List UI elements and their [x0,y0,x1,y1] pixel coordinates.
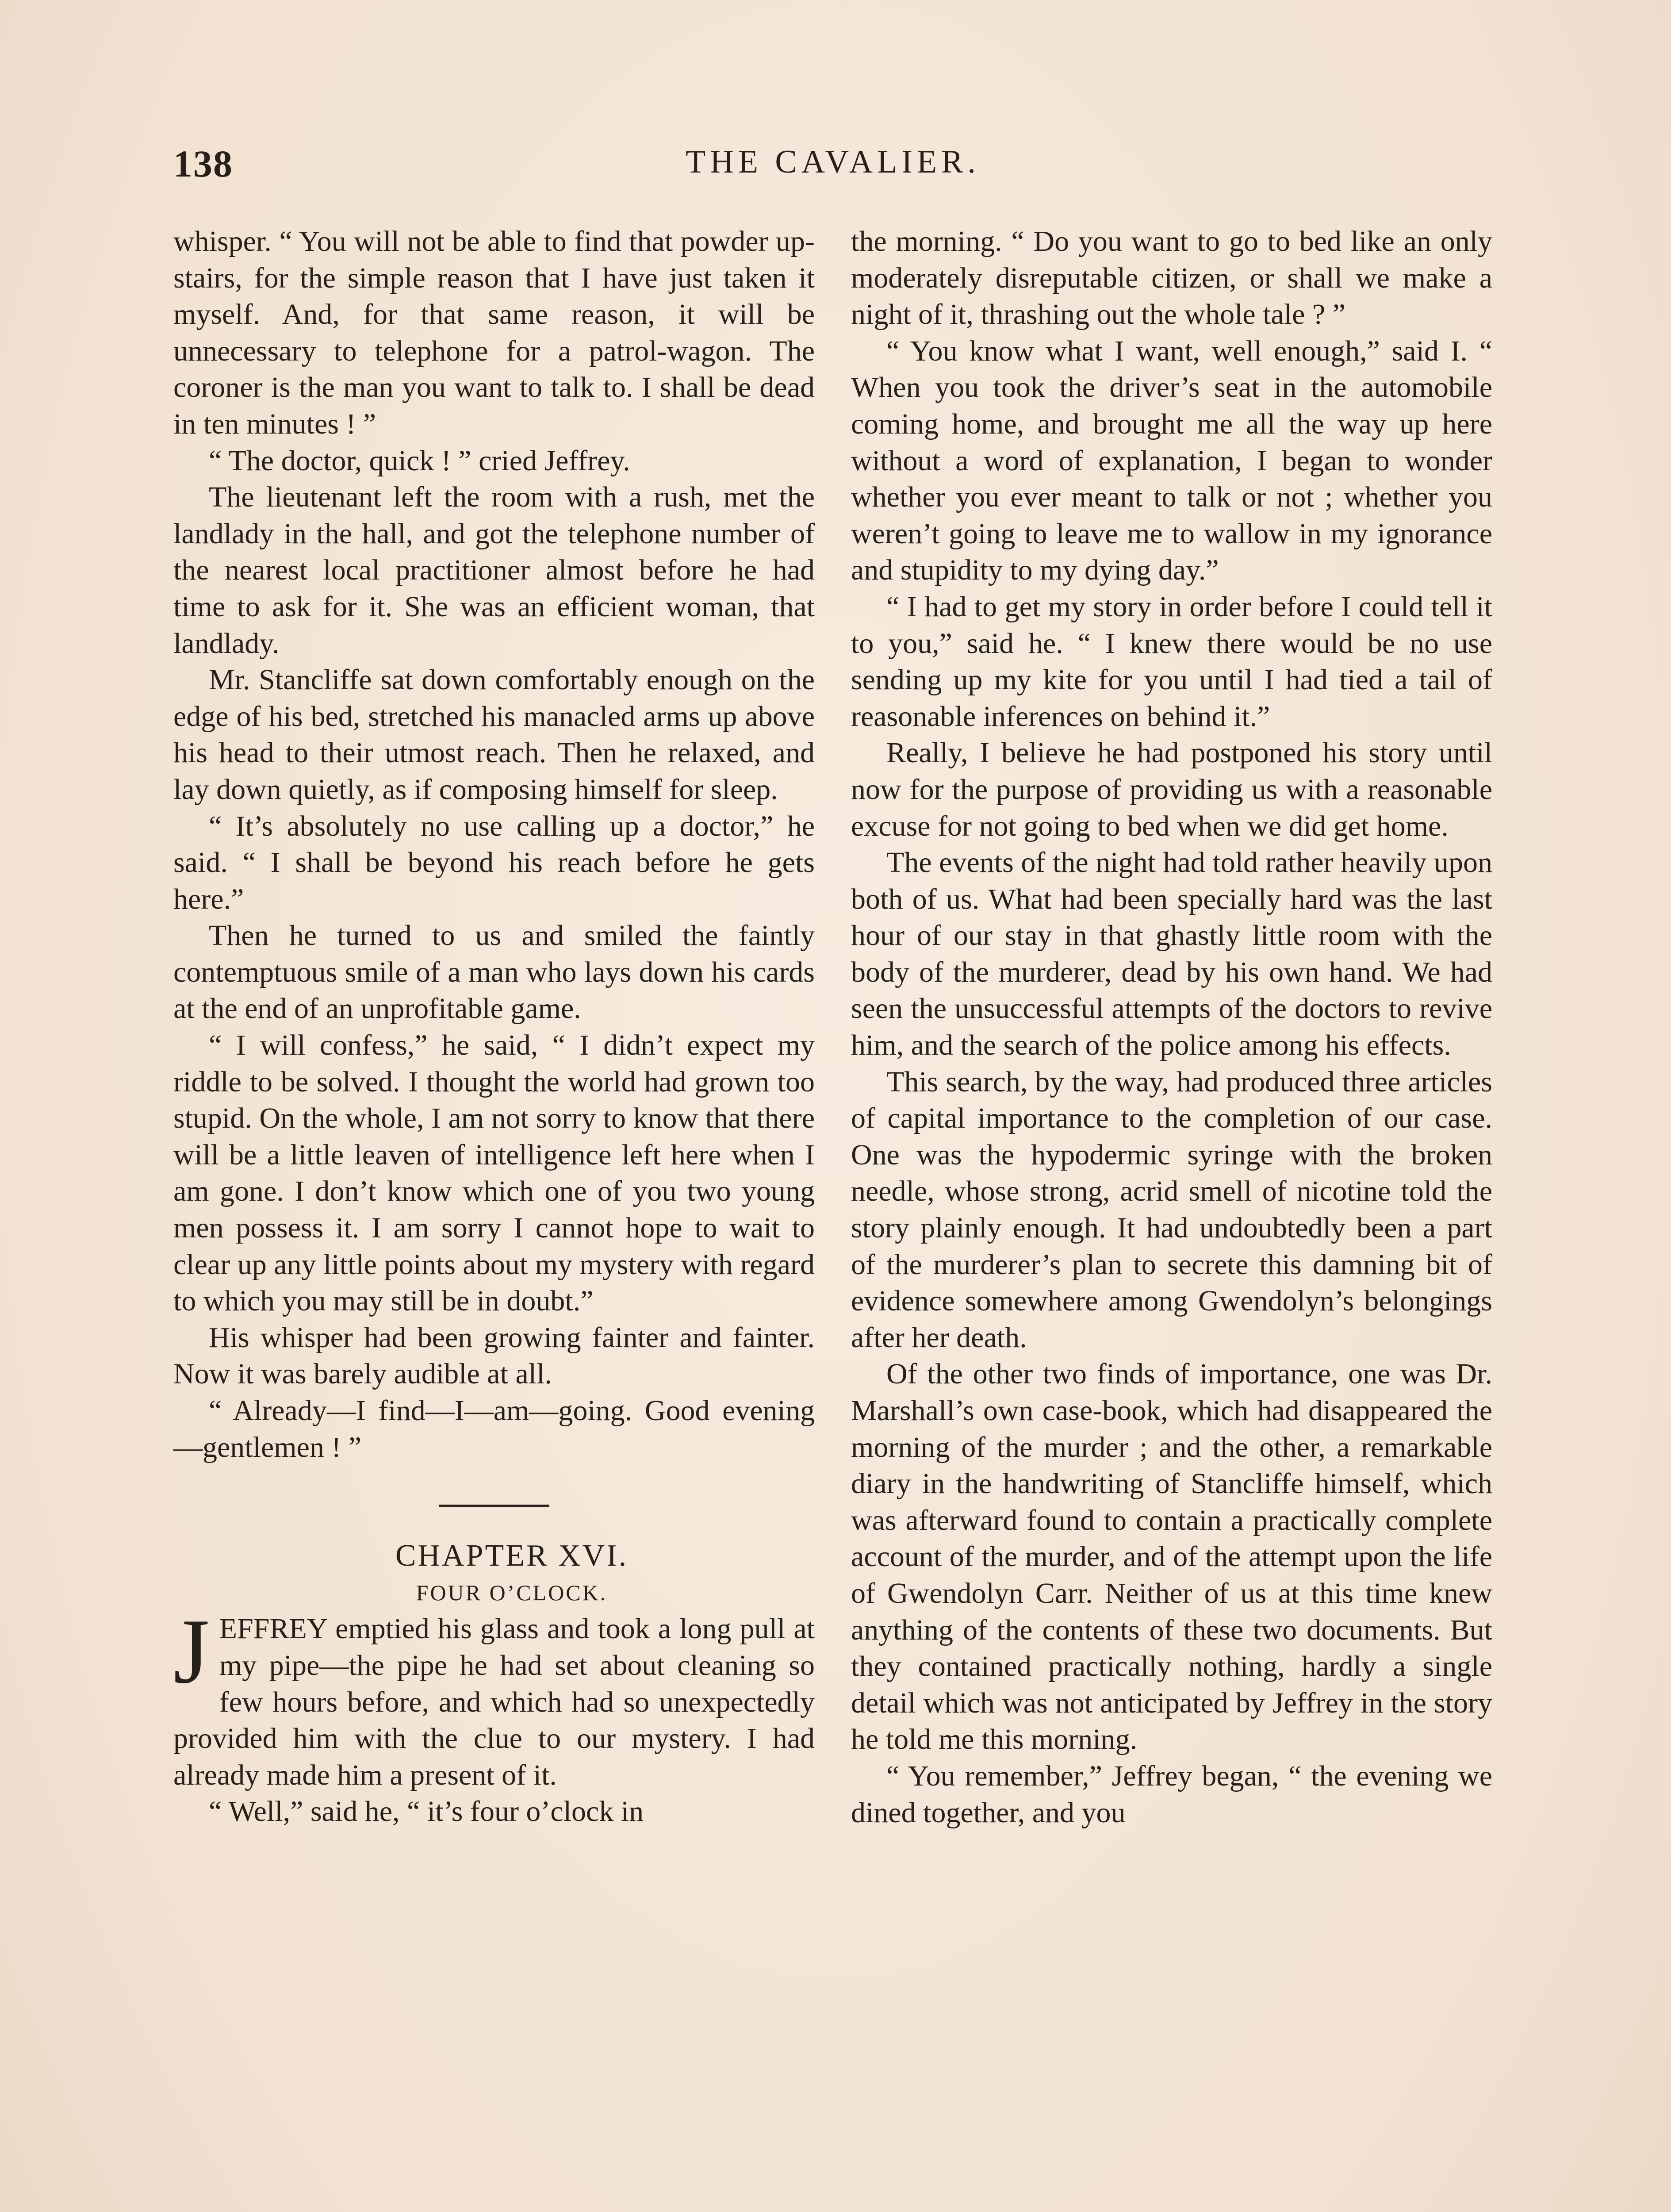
paragraph: “ Already—I find—I—am—going. Good evening—gentlemen ! ” [173,1394,815,1463]
paragraph: This search, by the way, had produced three articles of capital importance to the completion of our case. One was the hypodermic syringe with the broken needle, whose strong, acrid smell of nicotine told the story plainly enough. It had undoubtedly been a part of the murderer’s plan to secrete this damning bit of evidence somewhere among Gwendolyn’s belongings after her death. [851,1065,1492,1354]
drop-cap: J [173,1600,210,1703]
chapter-opening-paragraph [173,1600,815,1793]
chapter-opening-text: EFFREY emptied his glass and took a long pull at my pipe—the pipe he had set about cleaning so few hours before, and which had so unexpectedly provided him with the clue to our mystery. I had already made him a present of it. [173,1613,815,1791]
paragraph: “ You know what I want, well enough,” said I. “ When you took the driver’s seat in the automobile coming home, and brought me all the way up here without a word of explanation, I began to wonder whether you ever meant to talk or not ; whether you weren’t going to leave me to wallow in my ignorance and stupidity to my dying day.” [851,334,1492,587]
paragraph: Really, I believe he had postponed his story until now for the purpose of providing us with a reasonable excuse for not going to bed when we did get home. [851,737,1492,842]
paragraph: “ Well,” said he, “ it’s four o’clock in [209,1795,644,1828]
paragraph: Then he turned to us and smiled the faintly contemptuous smile of a man who lays down his cards at the end of an unprofitable game. [173,919,815,1025]
right-column [851,223,1492,1831]
paragraph: “ You remember,” Jeffrey began, “ the evening we dined together, and you [851,1759,1492,1829]
paragraph: Of the other two finds of importance, one was Dr. Marshall’s own case-book, which had disappeared the morning of the murder ; and the other, a remarkable diary in the handwriting of Stancliffe himself, which was afterward found to contain a practically complete account of the murder, and of the attempt upon the life of Gwendolyn Carr. Neither of us at this time knew anything of the contents of these two documents. But they contained practically nothing, hardly a single detail which was not anticipated by Jeffrey in the story he told me this morning. [851,1358,1492,1756]
left-column [173,223,815,1830]
paragraph: whisper. “ You will not be able to find that powder up-stairs, for the simple reason that I have just taken it myself. And, for that same reason, it will be unnecessary to telephone for a patrol-wagon. The coroner is the man you want to talk to. I shall be dead in ten minutes ! ” [173,225,815,440]
paragraph: “ I will confess,” he said, “ I didn’t expect my riddle to be solved. I thought the world had grown too stupid. On the whole, I am not sorry to know that there will be a little leaven of intelligence left here when I am gone. I don’t know which one of you two young men possess it. I am sorry I cannot hope to wait to clear up any little points about my mystery with regard to which you may still be in doubt.” [173,1029,815,1317]
page-number: 138 [173,142,233,185]
paragraph: “ I had to get my story in order before I could tell it to you,” said he. “ I knew there would be no use sending up my kite for you until I had tied a tail of reasonable inferences on behind it.” [851,590,1492,733]
paragraph: the morning. “ Do you want to go to bed like an only moderately disreputable citizen, or shall we make a night of it, thrashing out the whole tale ? ” [851,225,1492,331]
chapter-title: CHAPTER XVI. [395,1539,629,1573]
paragraph: “ The doctor, quick ! ” cried Jeffrey. [209,444,630,477]
page-header [173,142,1492,190]
paragraph: His whisper had been growing fainter and fainter. Now it was barely audible at all. [173,1321,815,1390]
section-divider [439,1505,549,1507]
paragraph: The events of the night had told rather heavily upon both of us. What had been specially hard was the last hour of our stay in that ghastly little room with the body of the murderer, dead by his own hand. We had seen the unsuccessful attempts of the doctors to revive him, and the search of the police among his effects. [851,846,1492,1062]
paragraph: “ It’s absolutely no use calling up a doctor,” he said. “ I shall be beyond his reach before he gets here.” [173,810,815,915]
paragraph: Mr. Stancliffe sat down comfortably enough on the edge of his bed, stretched his manacled arms up above his head to their utmost reach. Then he relaxed, and lay down quietly, as if composing himself for sleep. [173,664,815,806]
chapter-subtitle: FOUR O’CLOCK. [416,1580,608,1605]
running-title: THE CAVALIER. [686,144,980,180]
paragraph: The lieutenant left the room with a rush, met the landlady in the hall, and got the telephone number of the nearest local practitioner almost before he had time to ask for it. She was an efficient woman, that landlady. [173,481,815,660]
